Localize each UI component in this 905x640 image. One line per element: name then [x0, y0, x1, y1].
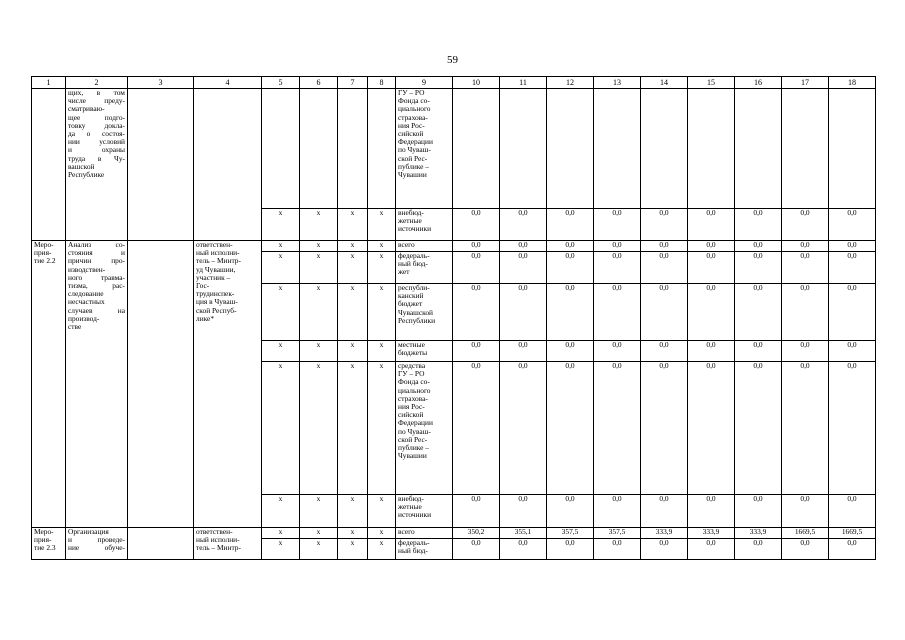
empty-cell	[128, 89, 194, 241]
value-cell: 0,0	[453, 362, 500, 495]
code-mark-cell: x	[338, 341, 368, 362]
code-mark-cell: x	[300, 539, 338, 560]
funding-source-cell: всего	[396, 528, 453, 539]
code-mark-cell: x	[368, 341, 396, 362]
value-cell	[641, 89, 688, 209]
code-mark-cell: x	[262, 495, 300, 528]
code-mark-cell: x	[338, 495, 368, 528]
column-header: 5	[262, 77, 300, 89]
value-cell: 0,0	[782, 241, 829, 252]
column-header: 9	[396, 77, 453, 89]
value-cell: 0,0	[641, 495, 688, 528]
code-mark-cell: x	[338, 209, 368, 241]
value-cell: 0,0	[688, 341, 735, 362]
value-cell: 0,0	[782, 252, 829, 284]
value-cell: 0,0	[829, 252, 876, 284]
value-cell: 0,0	[641, 284, 688, 341]
value-cell: 0,0	[641, 252, 688, 284]
code-mark-cell	[300, 89, 338, 209]
funding-source-cell: федераль- ный бюд-	[396, 539, 453, 560]
code-mark-cell: x	[338, 241, 368, 252]
code-mark-cell: x	[262, 284, 300, 341]
value-cell: 0,0	[735, 341, 782, 362]
value-cell: 0,0	[547, 209, 594, 241]
code-mark-cell: x	[368, 252, 396, 284]
value-cell: 0,0	[500, 539, 547, 560]
value-cell: 0,0	[594, 241, 641, 252]
code-mark-cell: x	[338, 252, 368, 284]
value-cell: 0,0	[594, 495, 641, 528]
column-header: 7	[338, 77, 368, 89]
value-cell: 0,0	[782, 362, 829, 495]
column-header: 12	[547, 77, 594, 89]
value-cell: 0,0	[500, 252, 547, 284]
value-cell: 0,0	[735, 539, 782, 560]
value-cell: 0,0	[782, 495, 829, 528]
empty-cell	[128, 241, 194, 528]
value-cell: 0,0	[594, 539, 641, 560]
value-cell	[453, 89, 500, 209]
funding-source-cell: внебюд- жетные источники	[396, 209, 453, 241]
column-header: 17	[782, 77, 829, 89]
value-cell: 0,0	[641, 241, 688, 252]
code-mark-cell: x	[338, 528, 368, 539]
code-mark-cell: x	[300, 284, 338, 341]
value-cell: 333,9	[688, 528, 735, 539]
value-cell: 0,0	[500, 241, 547, 252]
value-cell	[594, 89, 641, 209]
value-cell: 0,0	[547, 539, 594, 560]
value-cell: 357,5	[547, 528, 594, 539]
responsible-cell	[194, 89, 262, 241]
value-cell: 0,0	[641, 362, 688, 495]
code-mark-cell: x	[338, 539, 368, 560]
code-mark-cell: x	[262, 539, 300, 560]
value-cell: 0,0	[641, 539, 688, 560]
value-cell: 0,0	[829, 495, 876, 528]
value-cell: 0,0	[453, 252, 500, 284]
value-cell: 0,0	[500, 341, 547, 362]
table-row	[32, 89, 876, 209]
column-header: 18	[829, 77, 876, 89]
column-header: 14	[641, 77, 688, 89]
value-cell	[500, 89, 547, 209]
column-header-row	[32, 77, 876, 89]
code-mark-cell	[262, 89, 300, 209]
code-mark-cell	[338, 89, 368, 209]
value-cell: 0,0	[829, 341, 876, 362]
code-mark-cell: x	[262, 341, 300, 362]
event-name-cell: Организация и проведе- ние обуче-	[66, 528, 128, 560]
event-name-cell: Анализ со- стояния и причин про- изводствен- ного травма- тизма, рас- следование несчастных случаев на производ- стве	[66, 241, 128, 528]
value-cell: 0,0	[453, 284, 500, 341]
funding-source-cell: всего	[396, 241, 453, 252]
value-cell: 0,0	[829, 539, 876, 560]
column-header: 2	[66, 77, 128, 89]
column-header: 6	[300, 77, 338, 89]
table-row	[32, 528, 876, 539]
value-cell: 0,0	[594, 252, 641, 284]
column-header: 8	[368, 77, 396, 89]
column-header: 11	[500, 77, 547, 89]
value-cell: 0,0	[547, 252, 594, 284]
responsible-cell: ответствен- ный исполни- тель – Минтр-	[194, 528, 262, 560]
value-cell: 0,0	[735, 252, 782, 284]
code-mark-cell: x	[368, 528, 396, 539]
value-cell: 0,0	[594, 209, 641, 241]
value-cell: 0,0	[829, 284, 876, 341]
value-cell: 0,0	[453, 241, 500, 252]
code-mark-cell: x	[262, 362, 300, 495]
value-cell: 0,0	[594, 362, 641, 495]
value-cell: 0,0	[688, 209, 735, 241]
value-cell: 0,0	[688, 252, 735, 284]
value-cell: 0,0	[688, 362, 735, 495]
empty-cell	[128, 528, 194, 560]
value-cell: 0,0	[594, 284, 641, 341]
value-cell: 357,5	[594, 528, 641, 539]
code-mark-cell: x	[368, 284, 396, 341]
page-number: 59	[447, 54, 458, 66]
funding-source-cell: средства ГУ – РО Фонда со- циального страхова- ния Рос- сийской Федерации по Чуваш- ской Рес- публике – Чувашии	[396, 362, 453, 495]
value-cell: 0,0	[829, 241, 876, 252]
code-mark-cell: x	[338, 284, 368, 341]
code-mark-cell: x	[262, 528, 300, 539]
value-cell: 0,0	[500, 209, 547, 241]
event-label-cell	[32, 89, 66, 241]
funding-source-cell: федераль- ный бюд- жет	[396, 252, 453, 284]
column-header: 1	[32, 77, 66, 89]
code-mark-cell: x	[300, 528, 338, 539]
code-mark-cell: x	[300, 209, 338, 241]
value-cell: 0,0	[735, 241, 782, 252]
event-label-cell: Меро- прия- тие 2.2	[32, 241, 66, 528]
value-cell: 0,0	[735, 362, 782, 495]
code-mark-cell: x	[300, 341, 338, 362]
value-cell: 0,0	[688, 539, 735, 560]
code-mark-cell	[368, 89, 396, 209]
event-label-cell: Меро- прия- тие 2.3	[32, 528, 66, 560]
code-mark-cell: x	[262, 241, 300, 252]
code-mark-cell: x	[368, 209, 396, 241]
value-cell: 333,9	[735, 528, 782, 539]
code-mark-cell: x	[300, 252, 338, 284]
value-cell	[688, 89, 735, 209]
value-cell: 0,0	[641, 341, 688, 362]
value-cell: 0,0	[782, 341, 829, 362]
code-mark-cell: x	[300, 241, 338, 252]
value-cell: 0,0	[688, 241, 735, 252]
value-cell: 0,0	[500, 362, 547, 495]
column-header: 10	[453, 77, 500, 89]
value-cell: 0,0	[688, 495, 735, 528]
value-cell: 0,0	[453, 539, 500, 560]
value-cell: 0,0	[782, 209, 829, 241]
value-cell: 333,9	[641, 528, 688, 539]
value-cell	[829, 89, 876, 209]
budget-table	[31, 76, 876, 560]
value-cell: 350,2	[453, 528, 500, 539]
value-cell: 0,0	[641, 209, 688, 241]
funding-source-cell: местные бюджеты	[396, 341, 453, 362]
code-mark-cell: x	[300, 362, 338, 495]
column-header: 16	[735, 77, 782, 89]
value-cell: 0,0	[688, 284, 735, 341]
value-cell: 0,0	[735, 284, 782, 341]
code-mark-cell: x	[368, 495, 396, 528]
value-cell: 0,0	[500, 284, 547, 341]
code-mark-cell: x	[368, 539, 396, 560]
value-cell: 0,0	[547, 495, 594, 528]
code-mark-cell: x	[338, 362, 368, 495]
value-cell: 0,0	[735, 209, 782, 241]
value-cell: 0,0	[547, 241, 594, 252]
value-cell: 0,0	[829, 362, 876, 495]
value-cell: 0,0	[547, 341, 594, 362]
column-header: 3	[128, 77, 194, 89]
value-cell: 355,1	[500, 528, 547, 539]
value-cell: 0,0	[453, 341, 500, 362]
value-cell	[547, 89, 594, 209]
value-cell: 0,0	[829, 209, 876, 241]
value-cell	[782, 89, 829, 209]
event-name-cell: щих, в том числе преду- сматриваю- щее подго- товку докла- да о состоя- нии условий и охраны труда в Чу- вашской Республике	[66, 89, 128, 241]
value-cell: 0,0	[594, 341, 641, 362]
funding-source-cell: ГУ – РО Фонда со- циального страхова- ния Рос- сийской Федерации по Чуваш- ской Рес- публике – Чувашии	[396, 89, 453, 209]
column-header: 13	[594, 77, 641, 89]
code-mark-cell: x	[262, 252, 300, 284]
value-cell: 0,0	[500, 495, 547, 528]
table-row	[32, 241, 876, 252]
column-header: 15	[688, 77, 735, 89]
value-cell: 1669,5	[829, 528, 876, 539]
value-cell: 0,0	[547, 362, 594, 495]
value-cell: 0,0	[782, 284, 829, 341]
code-mark-cell: x	[262, 209, 300, 241]
value-cell: 0,0	[453, 495, 500, 528]
value-cell: 0,0	[547, 284, 594, 341]
value-cell: 1669,5	[782, 528, 829, 539]
value-cell: 0,0	[453, 209, 500, 241]
column-header: 4	[194, 77, 262, 89]
code-mark-cell: x	[368, 362, 396, 495]
code-mark-cell: x	[368, 241, 396, 252]
code-mark-cell: x	[300, 495, 338, 528]
funding-source-cell: внебюд- жетные источники	[396, 495, 453, 528]
value-cell	[735, 89, 782, 209]
responsible-cell: ответствен- ный исполни- тель – Минтр- уд Чувашии, участник – Гос- трудинспек- ция в Чуваш- ской Респуб- лике*	[194, 241, 262, 528]
value-cell: 0,0	[735, 495, 782, 528]
value-cell: 0,0	[782, 539, 829, 560]
funding-source-cell: республи- канский бюджет Чувашской Республики	[396, 284, 453, 341]
